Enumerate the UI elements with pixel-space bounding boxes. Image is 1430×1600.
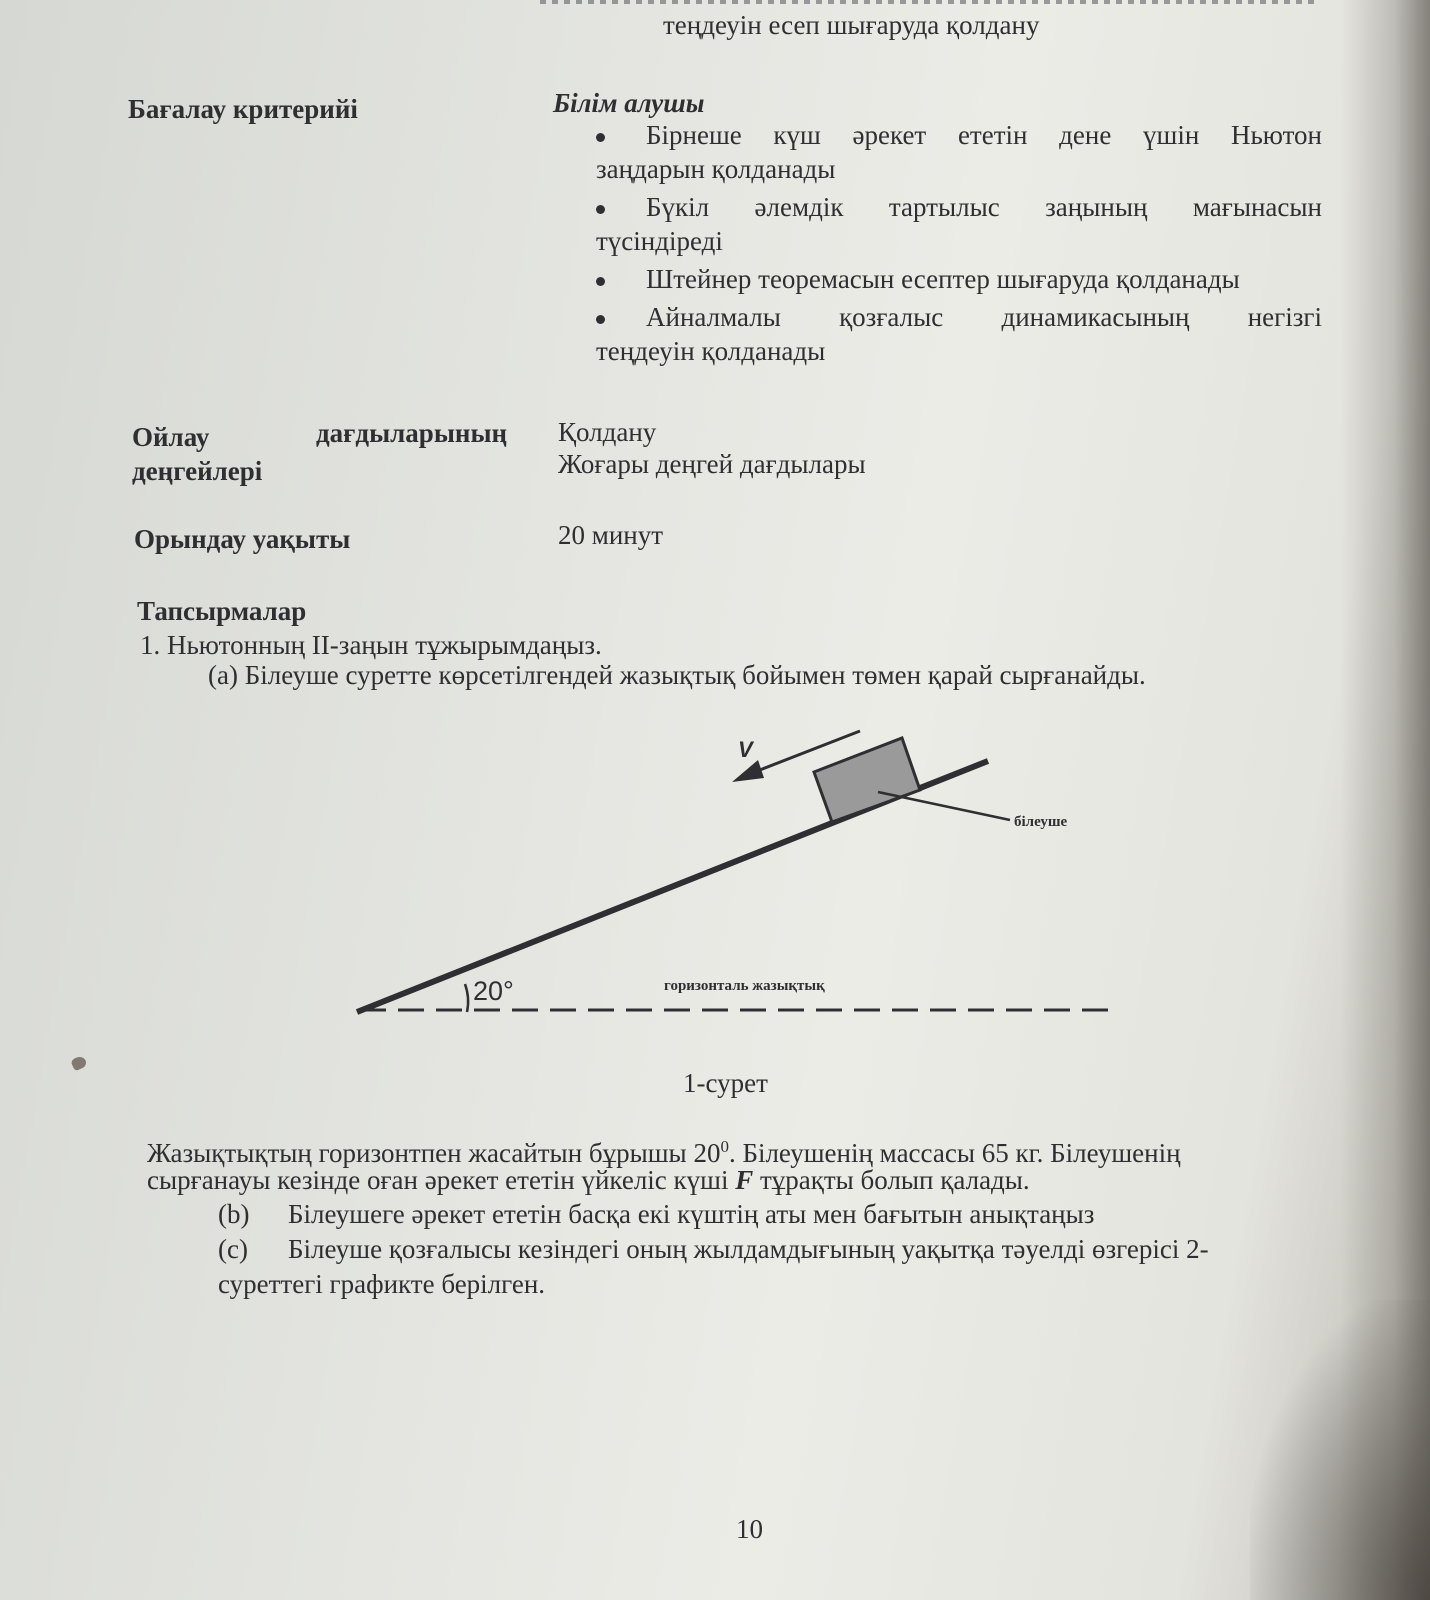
task-c-text-line1: Білеуше қозғалысы кезіндегі оның жылдамдығының уақытқа тәуелді өзгерісі 2- — [288, 1234, 1209, 1264]
task-c-marker: (c) — [218, 1234, 248, 1264]
figure-caption: 1-сурет — [683, 1068, 768, 1098]
task-item-1: 1. Ньютонның ІІ-заңын тұжырымдаңыз. — [140, 630, 602, 660]
task-b-marker: (b) — [218, 1199, 250, 1229]
header-line: теңдеуін есеп шығаруда қолдану — [663, 10, 1040, 40]
criteria-subject: Білім алушы — [553, 88, 705, 118]
thinking-value-line2: Жоғары деңгей дағдылары — [558, 449, 866, 479]
block-label: білеуше — [1014, 814, 1068, 830]
time-value: 20 минут — [558, 520, 664, 550]
task-c-text-line2: суреттегі графикте берілген. — [218, 1269, 546, 1299]
velocity-arrow-head — [732, 760, 764, 782]
thinking-label-word1: Ойлау — [132, 422, 210, 452]
angle-arc — [465, 984, 468, 1012]
horizontal-label: горизонталь жазықтық — [664, 978, 825, 994]
criteria-label: Бағалау критерийі — [128, 94, 358, 124]
thinking-value-line1: Қолдану — [558, 417, 657, 447]
bullet-text-cont: түсіндіреді — [596, 226, 723, 256]
task-item-a: (a) Білеуше суретте көрсетілгендей жазықтық бойымен төмен қарай сырғанайды. — [208, 660, 1146, 690]
problem-line-2-b: тұрақты болып қалады. — [753, 1165, 1030, 1195]
block-leader-line — [878, 792, 1010, 820]
thinking-label-line2: деңгейлері — [132, 456, 263, 486]
bullet-text-cont: заңдарын қолданады — [596, 154, 836, 184]
thinking-label-word2: дағдыларының — [316, 418, 508, 448]
block-shape — [814, 738, 920, 822]
degree-superscript: 0 — [720, 1137, 729, 1156]
time-label: Орындау уақыты — [134, 524, 351, 554]
page-number: 10 — [736, 1514, 763, 1544]
bullet-text-cont: теңдеуін қолданады — [596, 336, 826, 366]
bullet-text: Бүкіл әлемдік тартылыс заңының мағынасын — [646, 192, 1322, 222]
bullet-text: Штейнер теоремасын есептер шығаруда қолданады — [646, 264, 1240, 294]
tasks-heading: Тапсырмалар — [137, 596, 307, 626]
velocity-label: V — [738, 737, 753, 762]
task-b-text: Білеушеге әрекет ететін басқа екі күштің аты мен бағытын анықтаңыз — [288, 1199, 1095, 1229]
problem-line-1-b: . Білеушенің массасы 65 кг. Білеушенің — [728, 1138, 1181, 1168]
friction-force-symbol: F — [735, 1165, 754, 1195]
problem-line-2-a: сырғанауы кезінде оған әрекет ететін үйкеліс күші — [147, 1165, 736, 1195]
bullet-text: Бірнеше күш әрекет ететін дене үшін Ньютон — [646, 120, 1322, 150]
angle-label: 20° — [473, 976, 514, 1006]
problem-line-1-a: Жазықтықтың горизонтпен жасайтын бұрышы 20 — [147, 1138, 721, 1168]
bullet-text: Айналмалы қозғалыс динамикасының негізгі — [646, 302, 1322, 332]
problem-line-2 — [147, 1163, 1030, 1197]
